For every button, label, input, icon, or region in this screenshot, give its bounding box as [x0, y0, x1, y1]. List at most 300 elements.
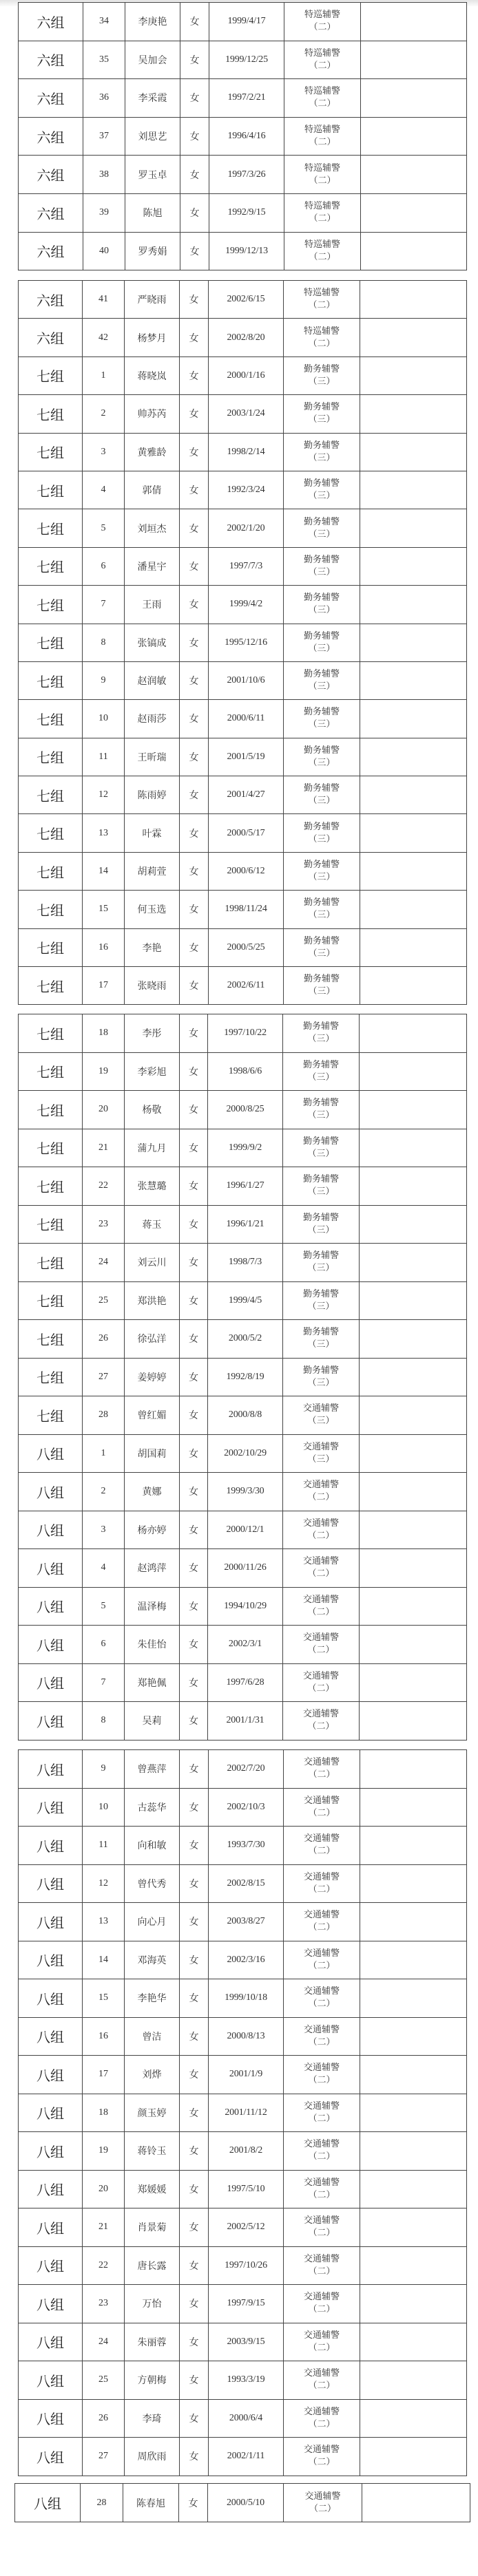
remark-cell [360, 1320, 467, 1359]
birthdate-cell: 2000/6/11 [209, 700, 284, 738]
number-cell: 2 [83, 395, 125, 433]
position-cell [283, 1167, 360, 1206]
name-cell: 帅苏芮 [125, 395, 180, 433]
birthdate-cell: 1998/11/24 [209, 891, 284, 928]
position-title: 勤务辅警 [302, 1098, 339, 1109]
birthdate-cell: 1998/2/14 [209, 433, 284, 471]
position-title: 特巡辅警 [304, 86, 340, 97]
table-row [19, 395, 467, 433]
group-cell: 七组 [19, 433, 83, 471]
birthdate-cell: 1999/10/18 [209, 1979, 284, 2018]
remark-cell [360, 2208, 467, 2247]
gender-cell: 女 [180, 1473, 208, 1511]
birthdate-cell: 2000/5/25 [209, 928, 284, 966]
gender-cell: 女 [180, 2017, 209, 2056]
group-cell: 八组 [19, 2438, 83, 2476]
name-cell: 蒲九月 [125, 1129, 180, 1167]
remark-cell [360, 1281, 467, 1320]
birthdate-cell: 2001/1/9 [209, 2056, 284, 2094]
birthdate-cell: 1999/12/25 [209, 41, 284, 79]
gender-cell: 女 [180, 1205, 208, 1244]
position-cell [284, 1827, 360, 1865]
birthdate-cell: 1997/7/3 [209, 547, 284, 585]
position-cell [284, 79, 361, 118]
number-cell: 5 [83, 1587, 125, 1626]
name-cell: 姜婷婷 [125, 1358, 180, 1396]
position-cell [283, 1434, 360, 1473]
group-cell: 七组 [19, 1205, 83, 1244]
birthdate-cell: 2002/5/12 [209, 2208, 284, 2247]
number-cell: 15 [83, 891, 125, 928]
number-cell: 19 [83, 1052, 125, 1091]
position-cell [284, 395, 360, 433]
position-grade: （三） [307, 1339, 335, 1350]
position-title: 勤务辅警 [303, 363, 340, 374]
remark-cell [362, 2484, 470, 2522]
position-cell [283, 1052, 360, 1091]
position-cell [284, 2017, 360, 2056]
position-title: 勤务辅警 [303, 440, 340, 451]
table-row [19, 547, 467, 585]
birthdate-cell: 1999/9/2 [208, 1129, 283, 1167]
gender-cell: 女 [180, 928, 209, 966]
position-cell [284, 2094, 360, 2132]
name-cell: 郭倩 [125, 471, 180, 509]
gender-cell: 女 [180, 2399, 209, 2438]
remark-cell [360, 2132, 467, 2171]
number-cell: 5 [83, 509, 125, 547]
gender-cell: 女 [180, 2094, 209, 2132]
remark-cell [360, 1941, 467, 1979]
group-cell: 八组 [19, 2285, 83, 2323]
position-cell [284, 2361, 360, 2400]
name-cell: 徐弘洋 [125, 1320, 180, 1359]
table-row [19, 2056, 467, 2094]
number-cell: 6 [83, 1626, 125, 1664]
birthdate-cell: 1998/6/6 [208, 1052, 283, 1091]
table-row [19, 661, 467, 699]
table-row [19, 2399, 467, 2438]
table-row [19, 1864, 467, 1903]
gender-cell: 女 [180, 1167, 208, 1206]
remark-cell [360, 2399, 467, 2438]
number-cell: 21 [83, 1129, 125, 1167]
group-cell: 八组 [19, 1626, 83, 1664]
remark-cell [360, 281, 467, 319]
gender-cell: 女 [180, 700, 209, 738]
group-cell: 八组 [19, 1511, 83, 1549]
position-title: 交通辅警 [303, 2063, 340, 2074]
name-cell: 陈雨婷 [125, 776, 180, 814]
position-grade: （二） [308, 2457, 335, 2468]
group-cell: 八组 [19, 1941, 83, 1979]
position-cell [283, 1549, 360, 1588]
position-grade: （二） [309, 213, 336, 224]
position-title: 交通辅警 [303, 2177, 340, 2188]
table-row [19, 1244, 467, 1282]
name-cell: 赵雨莎 [125, 700, 180, 738]
position-cell [283, 1358, 360, 1396]
number-cell: 37 [83, 117, 125, 156]
remark-cell [360, 2285, 467, 2323]
remark-cell [360, 2094, 467, 2132]
position-cell [283, 1091, 360, 1129]
remark-cell [360, 1396, 467, 1435]
remark-cell [360, 700, 467, 738]
position-title: 特巡辅警 [304, 10, 340, 21]
name-cell: 朱佳怡 [125, 1626, 180, 1664]
number-cell: 7 [83, 586, 125, 624]
table-row [19, 1979, 467, 2018]
position-cell [284, 852, 360, 890]
number-cell: 22 [83, 2246, 125, 2285]
gender-cell: 女 [180, 1052, 208, 1091]
gender-cell: 女 [180, 1702, 208, 1741]
group-cell: 八组 [15, 2484, 81, 2522]
number-cell: 26 [83, 2399, 125, 2438]
name-cell: 郑艳佩 [125, 1663, 180, 1702]
table-row [19, 2285, 467, 2323]
remark-cell [360, 2017, 467, 2056]
position-grade: （二） [308, 2381, 335, 2392]
position-cell [283, 1281, 360, 1320]
gender-cell: 女 [180, 1903, 209, 1941]
number-cell: 4 [83, 1549, 125, 1588]
group-cell: 八组 [19, 1864, 83, 1903]
gender-cell: 女 [180, 891, 209, 928]
birthdate-cell: 2000/1/16 [209, 356, 284, 394]
position-grade: （三） [307, 1224, 335, 1235]
position-cell [284, 2399, 360, 2438]
number-cell: 1 [83, 356, 125, 394]
remark-cell [360, 2246, 467, 2285]
name-cell: 胡莉萱 [125, 852, 180, 890]
position-cell [283, 1587, 360, 1626]
birthdate-cell: 2003/1/24 [209, 395, 284, 433]
group-cell: 七组 [19, 1014, 83, 1053]
gender-cell: 女 [180, 1549, 208, 1588]
position-grade: （二） [309, 251, 336, 262]
position-grade: （二） [308, 2036, 335, 2047]
name-cell: 蒋玉 [125, 1205, 180, 1244]
position-title: 交通辅警 [303, 2330, 340, 2341]
birthdate-cell: 2001/11/12 [209, 2094, 284, 2132]
number-cell: 1 [83, 1434, 125, 1473]
position-title: 勤务辅警 [303, 630, 340, 641]
table-row [19, 1129, 467, 1167]
position-cell [284, 928, 360, 966]
number-cell: 25 [83, 1281, 125, 1320]
name-cell: 吴莉 [125, 1702, 180, 1741]
name-cell: 赵润敏 [125, 661, 180, 699]
table-row [19, 2246, 467, 2285]
gender-cell: 女 [180, 356, 209, 394]
gender-cell: 女 [180, 2438, 209, 2476]
name-cell: 赵鸿萍 [125, 1549, 180, 1588]
group-cell: 六组 [19, 117, 83, 156]
name-cell: 曾燕萍 [125, 1750, 180, 1789]
name-cell: 刘垣杰 [125, 509, 180, 547]
birthdate-cell: 1999/12/13 [209, 232, 284, 270]
position-cell [283, 1396, 360, 1435]
position-grade: （二） [309, 137, 336, 148]
birthdate-cell: 2002/10/29 [208, 1434, 283, 1473]
number-cell: 39 [83, 193, 125, 232]
birthdate-cell: 2003/8/27 [209, 1903, 284, 1941]
birthdate-cell: 2002/6/15 [209, 281, 284, 319]
remark-cell [361, 79, 467, 118]
group-cell: 八组 [19, 1903, 83, 1941]
table-row [19, 3, 467, 41]
number-cell: 23 [83, 1205, 125, 1244]
group-cell: 七组 [19, 1167, 83, 1206]
table-row [19, 776, 467, 814]
group-cell: 八组 [19, 1587, 83, 1626]
name-cell: 严晓雨 [125, 281, 180, 319]
table-row [19, 1663, 467, 1702]
gender-cell: 女 [180, 2170, 209, 2208]
position-title: 勤务辅警 [303, 402, 340, 413]
birthdate-cell: 1993/3/19 [209, 2361, 284, 2400]
table-row [19, 586, 467, 624]
position-grade: （三） [308, 796, 335, 807]
birthdate-cell: 2003/9/15 [209, 2323, 284, 2361]
group-cell: 六组 [19, 3, 83, 41]
position-title: 勤务辅警 [303, 860, 340, 871]
group-cell: 八组 [19, 2017, 83, 2056]
position-grade: （二） [308, 2266, 335, 2277]
position-cell [284, 661, 360, 699]
position-cell [284, 281, 360, 319]
roster-table [18, 2, 467, 270]
group-cell: 八组 [19, 2323, 83, 2361]
gender-cell: 女 [180, 433, 209, 471]
remark-cell [360, 547, 467, 585]
birthdate-cell: 2002/7/20 [209, 1750, 284, 1789]
position-grade: （二） [307, 1721, 335, 1732]
name-cell: 杨亦婷 [125, 1511, 180, 1549]
birthdate-cell: 1996/4/16 [209, 117, 284, 156]
position-cell [283, 1663, 360, 1702]
remark-cell [360, 1827, 467, 1865]
name-cell: 蒋晓岚 [125, 356, 180, 394]
gender-cell: 女 [180, 624, 209, 661]
position-cell [284, 1903, 360, 1941]
position-cell [283, 1244, 360, 1282]
position-grade: （二） [308, 2075, 335, 2086]
position-cell [284, 2438, 360, 2476]
remark-cell [360, 509, 467, 547]
group-cell: 八组 [19, 1702, 83, 1741]
table-row [19, 928, 467, 966]
group-cell: 六组 [19, 156, 83, 194]
position-cell [283, 1511, 360, 1549]
remark-cell [360, 738, 467, 776]
number-cell: 9 [83, 1750, 125, 1789]
position-cell [283, 1626, 360, 1664]
name-cell: 罗玉卓 [125, 156, 180, 194]
birthdate-cell: 2000/8/8 [208, 1396, 283, 1435]
position-cell [284, 156, 361, 194]
position-cell [284, 624, 360, 661]
birthdate-cell: 1997/10/26 [209, 2246, 284, 2285]
position-title: 交通辅警 [302, 1594, 339, 1605]
birthdate-cell: 2000/11/26 [208, 1549, 283, 1588]
number-cell: 17 [83, 967, 125, 1005]
remark-cell [360, 624, 467, 661]
position-cell [284, 433, 360, 471]
group-cell: 六组 [19, 281, 83, 319]
table-row [19, 1549, 467, 1588]
group-cell: 七组 [19, 471, 83, 509]
birthdate-cell: 2000/12/1 [208, 1511, 283, 1549]
remark-cell [360, 891, 467, 928]
remark-cell [360, 1626, 467, 1664]
group-cell: 八组 [19, 2170, 83, 2208]
group-cell: 八组 [19, 2361, 83, 2400]
position-title: 勤务辅警 [302, 1174, 339, 1185]
gender-cell: 女 [180, 661, 209, 699]
table-row [19, 1473, 467, 1511]
number-cell: 27 [83, 2438, 125, 2476]
position-title: 勤务辅警 [303, 669, 340, 680]
name-cell: 李琦 [125, 2399, 180, 2438]
position-grade: （二） [307, 1568, 335, 1579]
position-cell [284, 232, 361, 270]
position-title: 勤务辅警 [302, 1288, 339, 1299]
gender-cell: 女 [180, 1244, 208, 1282]
table-row [19, 2170, 467, 2208]
name-cell: 郑洪艳 [125, 1281, 180, 1320]
group-cell: 七组 [19, 586, 83, 624]
position-grade: （三） [308, 491, 335, 502]
table-row [19, 356, 467, 394]
remark-cell [360, 2438, 467, 2476]
name-cell: 方朝梅 [125, 2361, 180, 2400]
gender-cell: 女 [180, 1129, 208, 1167]
position-grade: （三） [308, 566, 335, 577]
group-cell: 八组 [19, 2132, 83, 2171]
name-cell: 潘星宇 [125, 547, 180, 585]
name-cell: 吴加会 [125, 41, 180, 79]
group-cell: 八组 [19, 1434, 83, 1473]
position-title: 交通辅警 [302, 1709, 339, 1720]
position-grade: （二） [308, 2418, 335, 2429]
table-row [19, 1511, 467, 1549]
position-grade: （二） [309, 98, 336, 109]
group-cell: 七组 [19, 814, 83, 852]
group-cell: 七组 [19, 928, 83, 966]
position-grade: （三） [308, 872, 335, 883]
name-cell: 杨敬 [125, 1091, 180, 1129]
table-row [19, 624, 467, 661]
number-cell: 40 [83, 232, 125, 270]
remark-cell [360, 1663, 467, 1702]
name-cell: 李庚艳 [125, 3, 180, 41]
number-cell: 27 [83, 1358, 125, 1396]
gender-cell: 女 [180, 509, 209, 547]
position-title: 交通辅警 [303, 1948, 340, 1959]
position-cell [284, 3, 361, 41]
gender-cell: 女 [180, 3, 209, 41]
gender-cell: 女 [180, 586, 209, 624]
birthdate-cell: 1997/10/22 [208, 1014, 283, 1053]
position-grade: （三） [307, 1263, 335, 1274]
position-title: 交通辅警 [303, 1871, 340, 1882]
birthdate-cell: 2000/8/25 [208, 1091, 283, 1129]
table-row [15, 2484, 470, 2522]
group-cell: 八组 [19, 1473, 83, 1511]
remark-cell [360, 319, 467, 356]
gender-cell: 女 [180, 2361, 209, 2400]
position-title: 交通辅警 [302, 1670, 339, 1681]
name-cell: 张晓雨 [125, 967, 180, 1005]
birthdate-cell: 1999/4/17 [209, 3, 284, 41]
remark-cell [360, 2056, 467, 2094]
gender-cell: 女 [180, 2132, 209, 2171]
gender-cell: 女 [180, 156, 209, 194]
remark-cell [361, 232, 467, 270]
birthdate-cell: 1996/1/27 [208, 1167, 283, 1206]
table-row [19, 700, 467, 738]
number-cell: 13 [83, 1903, 125, 1941]
gender-cell: 女 [180, 1979, 209, 2018]
position-cell [284, 2208, 360, 2247]
name-cell: 刘云川 [125, 1244, 180, 1282]
group-cell: 六组 [19, 193, 83, 232]
gender-cell: 女 [180, 1827, 209, 1865]
gender-cell: 女 [180, 2323, 209, 2361]
remark-cell [360, 1014, 467, 1053]
number-cell: 2 [83, 1473, 125, 1511]
number-cell: 25 [83, 2361, 125, 2400]
position-title: 勤务辅警 [302, 1212, 339, 1223]
remark-cell [360, 356, 467, 394]
gender-cell: 女 [180, 1941, 209, 1979]
remark-cell [361, 41, 467, 79]
group-cell: 七组 [19, 891, 83, 928]
gender-cell: 女 [180, 547, 209, 585]
group-cell: 七组 [19, 852, 83, 890]
position-cell [284, 356, 360, 394]
table-row [19, 1788, 467, 1827]
number-cell: 12 [83, 1864, 125, 1903]
name-cell: 曾代秀 [125, 1864, 180, 1903]
position-grade: （二） [308, 338, 335, 349]
remark-cell [360, 433, 467, 471]
birthdate-cell: 2002/3/1 [208, 1626, 283, 1664]
name-cell: 王昕瑞 [125, 738, 180, 776]
gender-cell: 女 [180, 1434, 208, 1473]
position-title: 交通辅警 [303, 1833, 340, 1844]
birthdate-cell: 1994/10/29 [208, 1587, 283, 1626]
number-cell: 16 [83, 928, 125, 966]
table-row [19, 232, 467, 270]
position-cell [283, 1129, 360, 1167]
table-row [19, 1014, 467, 1053]
table-row [19, 2208, 467, 2247]
position-grade: （二） [308, 1999, 335, 2010]
number-cell: 17 [83, 2056, 125, 2094]
group-cell: 六组 [19, 79, 83, 118]
birthdate-cell: 2000/6/12 [209, 852, 284, 890]
birthdate-cell: 1999/4/5 [208, 1281, 283, 1320]
gender-cell: 女 [180, 1281, 208, 1320]
name-cell: 张镐成 [125, 624, 180, 661]
name-cell: 曾洁 [125, 2017, 180, 2056]
gender-cell: 女 [180, 2056, 209, 2094]
birthdate-cell: 1997/6/28 [208, 1663, 283, 1702]
